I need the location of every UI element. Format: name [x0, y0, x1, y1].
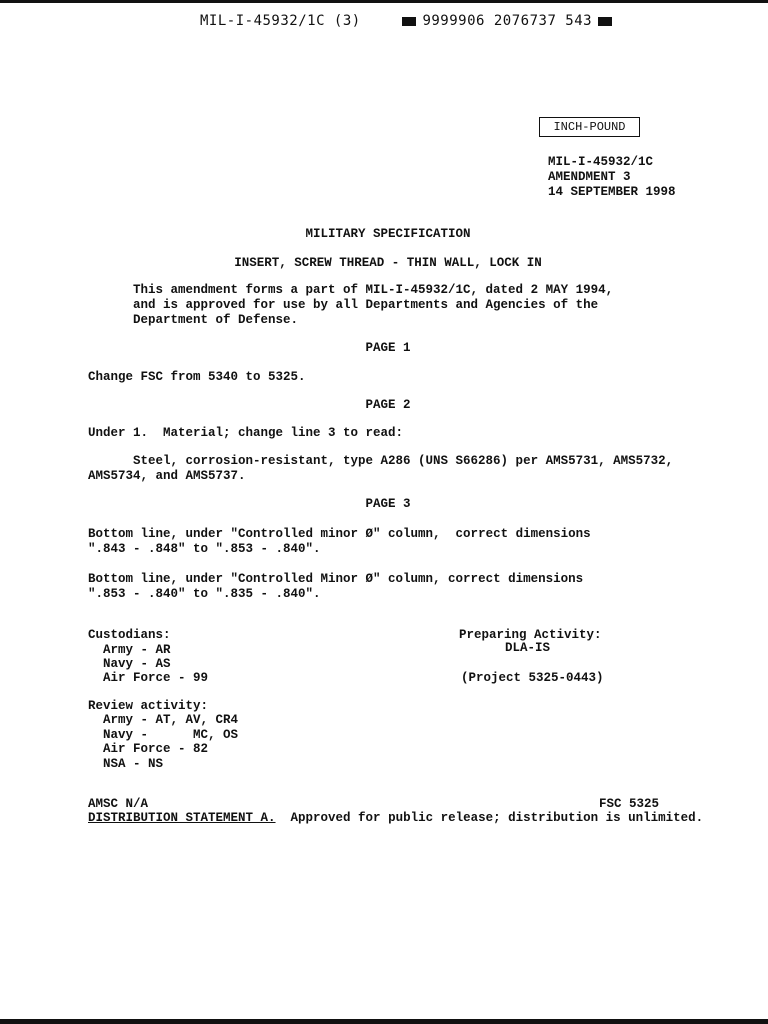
- project-number: (Project 5325-0443): [461, 671, 604, 685]
- custodian-item: Navy - AS: [103, 657, 171, 671]
- page3-heading: PAGE 3: [365, 497, 411, 511]
- correction-line: Bottom line, under "Controlled Minor Ø" column, correct dimensions: [88, 572, 584, 586]
- distribution-statement-label: DISTRIBUTION STATEMENT A.: [88, 811, 276, 825]
- black-square-mark: [402, 17, 416, 26]
- page1-heading: PAGE 1: [365, 341, 411, 355]
- review-item: Air Force - 82: [103, 742, 209, 756]
- bottom-border-line: [0, 1019, 768, 1024]
- material-line: AMS5734, and AMS5737.: [88, 469, 246, 483]
- material-line: Steel, corrosion-resistant, type A286 (UNS S66286) per AMS5731, AMS5732,: [133, 454, 674, 468]
- review-activity-label: Review activity:: [88, 699, 209, 713]
- top-border-line: [0, 0, 768, 3]
- amsc-label: AMSC N/A: [88, 797, 149, 811]
- intro-line: Department of Defense.: [133, 313, 299, 327]
- review-item: Army - AT, AV, CR4: [103, 713, 239, 727]
- preparing-activity-label: Preparing Activity:: [459, 628, 602, 642]
- header-doc-code: MIL-I-45932/1C (3): [200, 13, 361, 29]
- distribution-statement-text: Approved for public release; distribution is unlimited.: [290, 811, 704, 825]
- page2-change-text: Under 1. Material; change line 3 to read:: [88, 426, 404, 440]
- custodian-item: Air Force - 99: [103, 671, 209, 685]
- correction-line: ".843 - .848" to ".853 - .840".: [88, 542, 321, 556]
- intro-line: and is approved for use by all Departments and Agencies of the: [133, 298, 599, 312]
- amendment-number: AMENDMENT 3: [548, 170, 631, 184]
- correction-line: Bottom line, under "Controlled minor Ø" column, correct dimensions: [88, 527, 591, 541]
- page2-heading: PAGE 2: [365, 398, 411, 412]
- inch-pound-box: INCH-POUND: [539, 117, 640, 137]
- correction-line: ".853 - .840" to ".835 - .840".: [88, 587, 321, 601]
- doc-number: MIL-I-45932/1C: [548, 155, 654, 169]
- preparing-activity-value: DLA-IS: [505, 641, 551, 655]
- review-item: NSA - NS: [103, 757, 164, 771]
- scan-header: [200, 14, 618, 29]
- custodians-label: Custodians:: [88, 628, 171, 642]
- doc-date: 14 SEPTEMBER 1998: [548, 185, 676, 199]
- spec-subject: INSERT, SCREW THREAD - THIN WALL, LOCK IN: [234, 256, 542, 270]
- header-catalog-number: 9999906 2076737 543: [422, 13, 593, 29]
- page1-change-text: Change FSC from 5340 to 5325.: [88, 370, 306, 384]
- fsc-label: FSC 5325: [599, 797, 660, 811]
- intro-line: This amendment forms a part of MIL-I-45932/1C, dated 2 MAY 1994,: [133, 283, 614, 297]
- custodian-item: Army - AR: [103, 643, 171, 657]
- review-item: Navy - MC, OS: [103, 728, 239, 742]
- black-square-mark: [598, 17, 612, 26]
- spec-title: MILITARY SPECIFICATION: [305, 227, 471, 241]
